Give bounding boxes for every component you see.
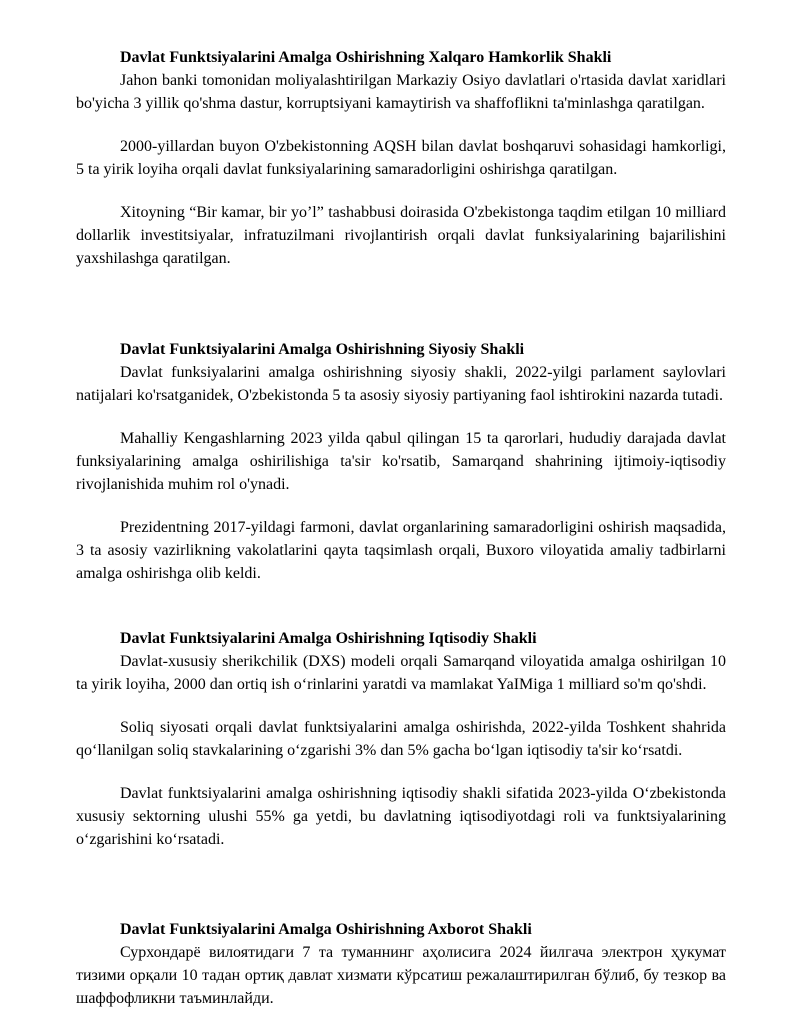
paragraph: Prezidentning 2017-yildagi farmoni, davlat organlarining samaradorligini oshirish maqsadida, 3 ta asosiy vazirlikning vakolatlarini qayta taqsimlash orqali, Buxoro viloyatida amaliy tadbirlarni amalga oshirishga olib keldi. — [76, 519, 726, 582]
section-heading: Davlat Funktsiyalarini Amalga Oshirishning Xalqaro Hamkorlik Shakli — [120, 49, 612, 66]
paragraph: 2000-yillardan buyon O'zbekistonning AQSH bilan davlat boshqaruvi sohasidagi hamkorligi, 5 ta yirik loyiha orqali davlat funksiyalarining samaradorligini oshirishga qaratilgan. — [76, 138, 726, 178]
section-heading: Davlat Funktsiyalarini Amalga Oshirishning Siyosiy Shakli — [120, 341, 525, 358]
paragraph: Mahalliy Kengashlarning 2023 yilda qabul qilingan 15 ta qarorlari, hududiy darajada davlat funksiyalarining amalga oshirilishiga ta'sir ko'rsatib, Samarqand shahrining ijtimoiy-iqtisodiy rivojlanishida muhim rol o'ynadi. — [76, 430, 726, 493]
section-economic — [76, 627, 726, 851]
paragraph: Сурхондарё вилоятидаги 7 та туманнинг аҳолисига 2024 йилгача электрон ҳукумат тизими орқали 10 тадан ортиқ давлат хизмати кўрсатиш режалаштирилган бўлиб, бу тезкор ва шаффофликни таъминлайди. — [76, 944, 726, 1007]
paragraph: Soliq siyosati orqali davlat funktsiyalarini amalga oshirishda, 2022-yilda Toshkent shahrida qo‘llanilgan soliq stavkalarining o‘zgarishi 3% dan 5% gacha bo‘lgan iqtisodiy ta'sir ko‘rsatdi. — [76, 719, 726, 759]
section-heading: Davlat Funktsiyalarini Amalga Oshirishning Iqtisodiy Shakli — [120, 630, 537, 647]
paragraph: Davlat funksiyalarini amalga oshirishning siyosiy shakli, 2022-yilgi parlament saylovlari natijalari ko'rsatganidek, O'zbekistonda 5 ta asosiy siyosiy partiyaning faol ishtirokini nazarda tutadi. — [76, 364, 726, 404]
section-international — [76, 46, 726, 270]
paragraph: Davlat funktsiyalarini amalga oshirishning iqtisodiy shakli sifatida 2023-yilda O‘zbekistonda xususiy sektorning ulushi 55% ga yetdi, bu davlatning iqtisodiyotdagi roli va funktsiyalarining o‘zgarishini ko‘rsatadi. — [76, 785, 726, 848]
section-information — [76, 918, 726, 1010]
section-political — [76, 338, 726, 585]
paragraph: Jahon banki tomonidan moliyalashtirilgan Markaziy Osiyo davlatlari o'rtasida davlat xaridlari bo'yicha 3 yillik qo'shma dastur, korruptsiyani kamaytirish va shaffoflikni ta'minlashga qaratilgan. — [76, 72, 726, 112]
paragraph: Xitoyning “Bir kamar, bir yo’l” tashabbusi doirasida O'zbekistonga taqdim etilgan 10 milliard dollarlik investitsiyalar, infratuzilmani rivojlantirish orqali davlat funksiyalarining bajarilishini yaxshilashga qaratilgan. — [76, 204, 726, 267]
paragraph: Davlat-xususiy sherikchilik (DXS) modeli orqali Samarqand viloyatida amalga oshirilgan 10 ta yirik loyiha, 2000 dan ortiq ish o‘rinlarini yaratdi va mamlakat YaIMiga 1 milliard so'm qo'shdi. — [76, 653, 726, 693]
section-heading: Davlat Funktsiyalarini Amalga Oshirishning Axborot Shakli — [120, 921, 532, 938]
